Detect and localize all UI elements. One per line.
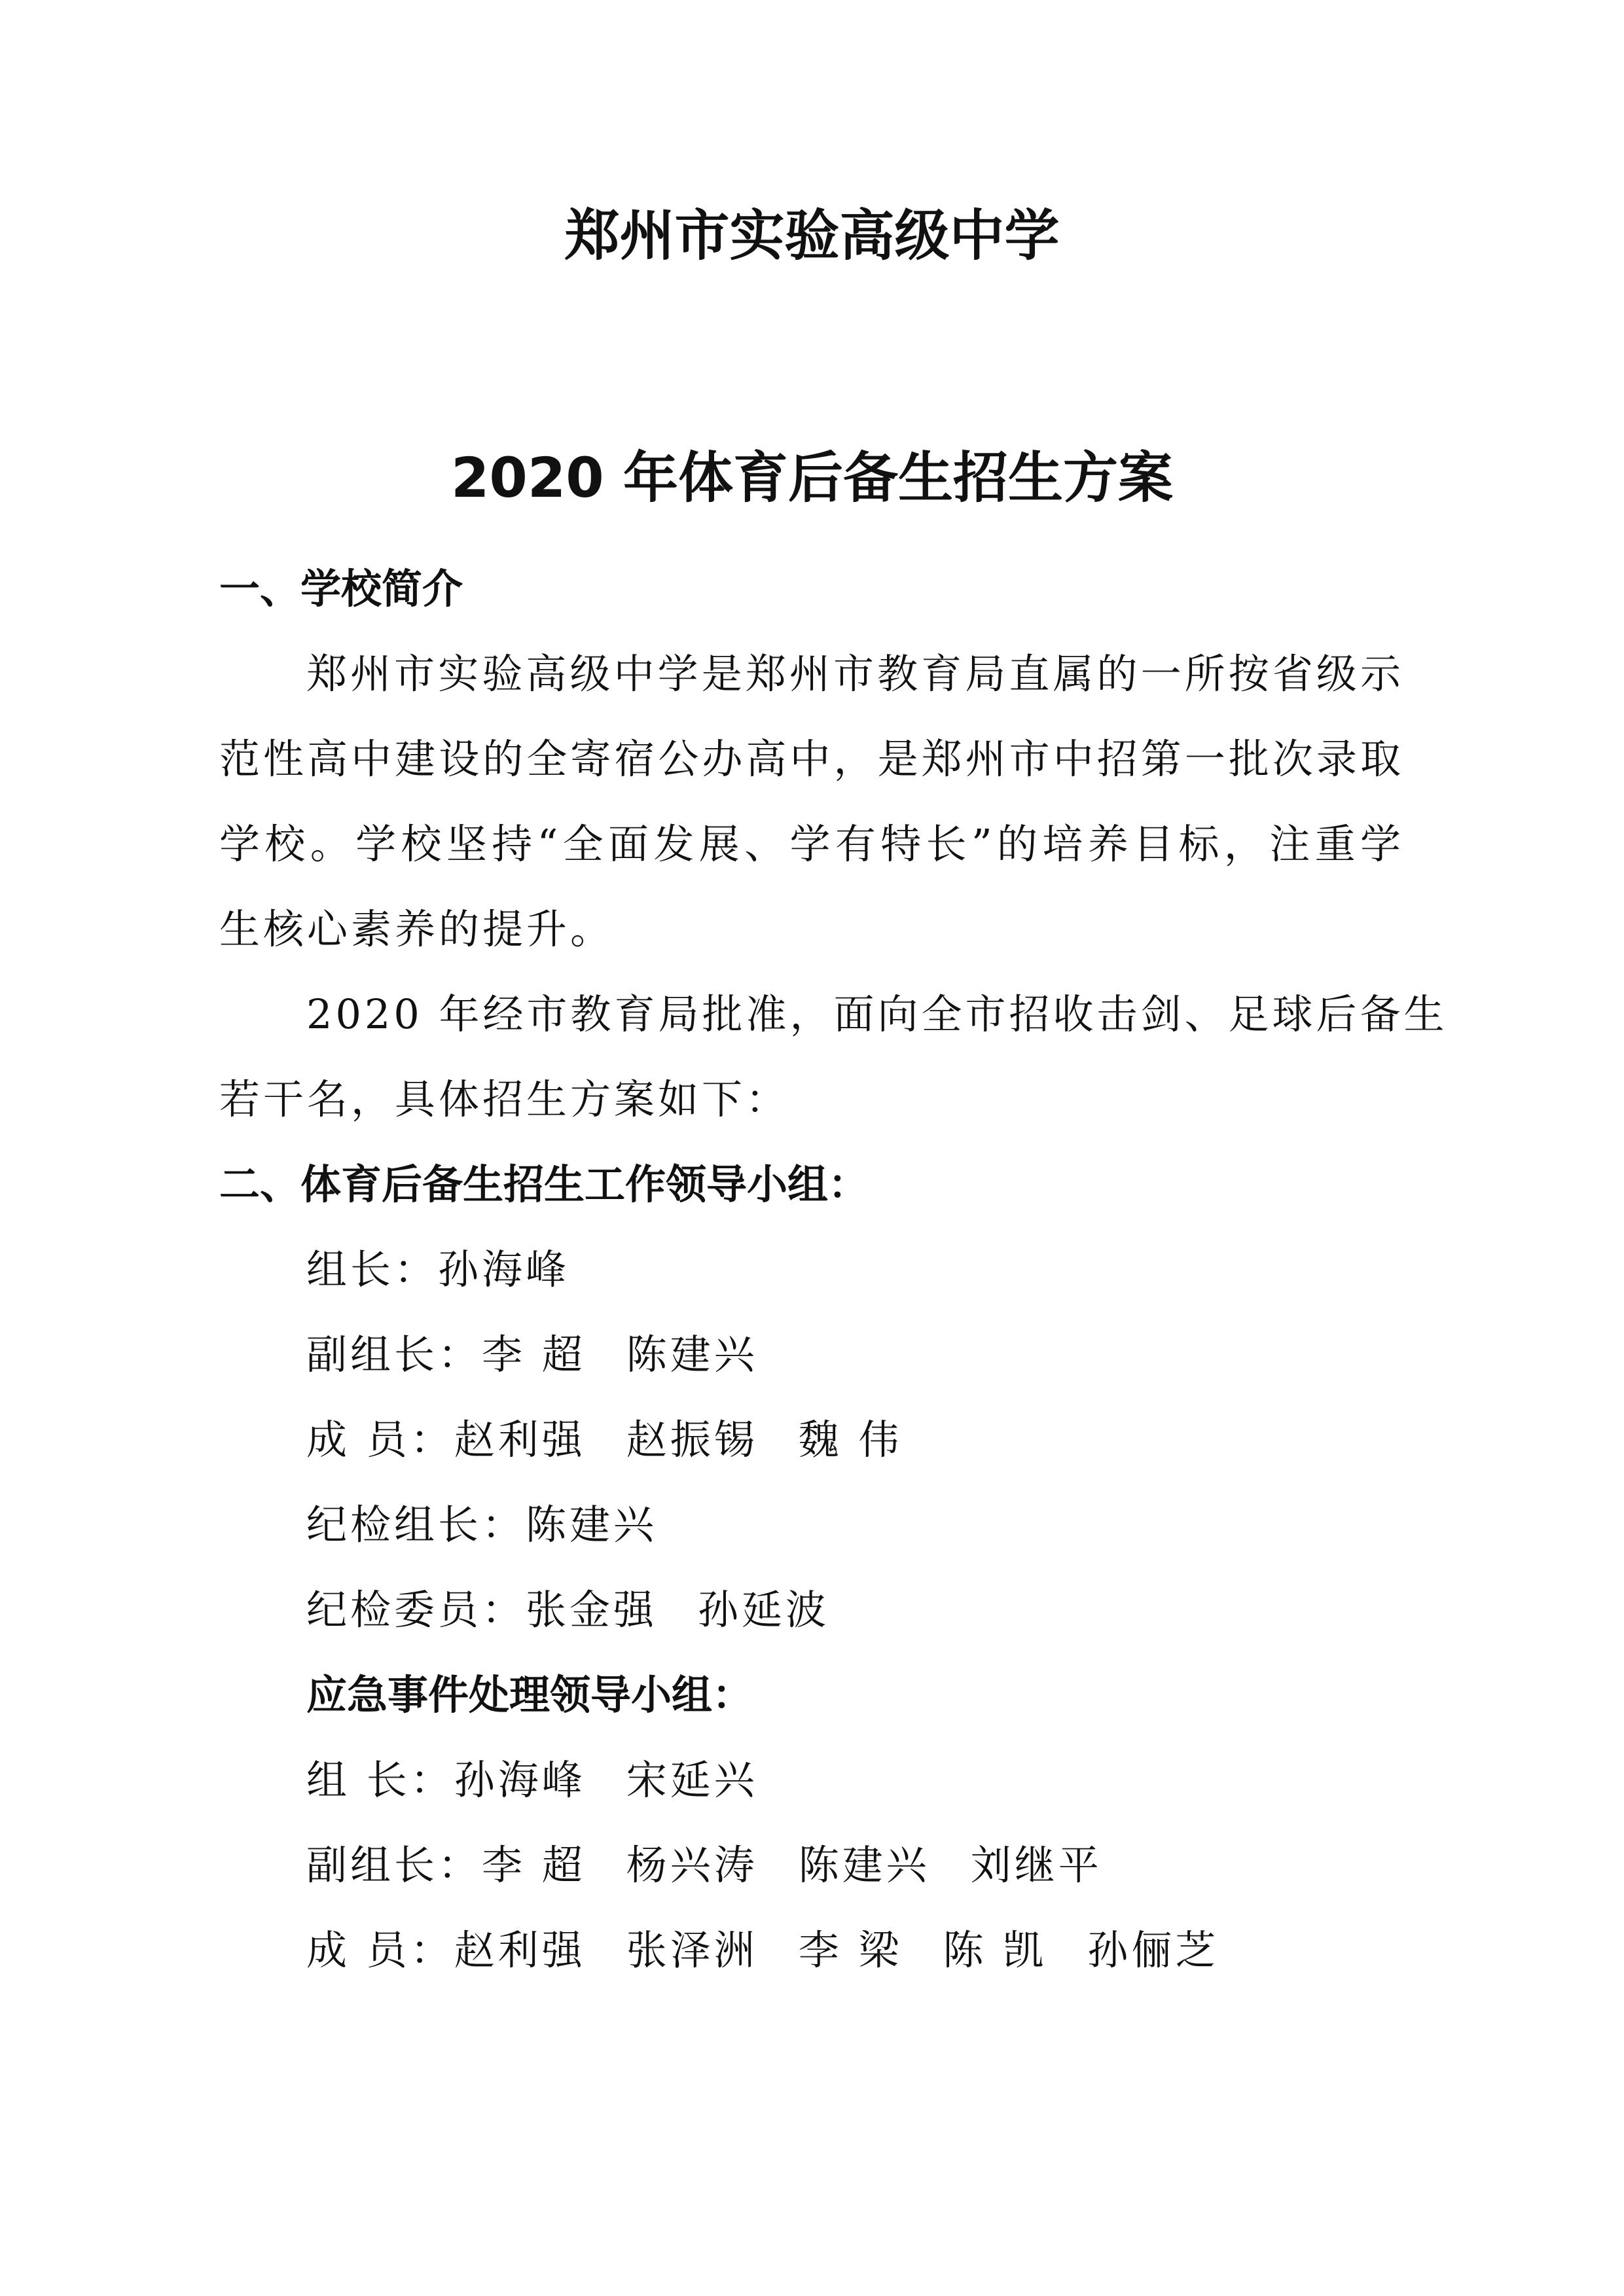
person-name: 杨兴涛	[626, 1841, 758, 1889]
role-label: 纪检委员：	[306, 1586, 526, 1634]
person-name: 陈建兴	[798, 1841, 930, 1889]
person-name: 魏 伟	[798, 1416, 903, 1463]
person-name: 赵利强	[454, 1416, 586, 1463]
person-name: 张金强	[526, 1586, 658, 1634]
emergency-group-heading: 应急事件处理领导小组：	[306, 1671, 753, 1719]
intro-paragraph-line-1: 郑州市实验高级中学是郑州市教育局直属的一所按省级示	[306, 650, 1404, 698]
person-name: 孙俪芝	[1087, 1926, 1219, 1974]
emergency-leader-line	[306, 1751, 758, 1810]
title-line-1: 郑州市实验高级中学	[564, 204, 1060, 268]
person-name: 孙海峰	[438, 1246, 570, 1293]
person-name: 宋延兴	[626, 1756, 758, 1804]
discipline-members-line	[306, 1581, 829, 1640]
intro-paragraph-line-3: 学校。学校坚持“全面发展、学有特长”的培养目标，注重学	[219, 820, 1404, 868]
approval-paragraph-line-2: 若干名，具体招生方案如下：	[219, 1075, 790, 1123]
intro-paragraph-line-2: 范性高中建设的全寄宿公办高中，是郑州市中招第一批次录取	[219, 735, 1404, 783]
person-name: 赵利强	[454, 1926, 586, 1974]
discipline-leader-line	[306, 1496, 657, 1554]
person-name: 赵振锡	[626, 1416, 758, 1463]
approval-paragraph-line-1: 2020 年经市教育局批准，面向全市招收击剑、足球后备生	[306, 990, 1448, 1038]
person-name: 刘继平	[970, 1841, 1102, 1889]
person-name: 陈建兴	[526, 1501, 658, 1549]
group-deputy-line	[306, 1325, 758, 1384]
person-name: 李 梁	[798, 1926, 903, 1974]
person-name: 张泽洲	[626, 1926, 758, 1974]
person-name: 李 超	[482, 1331, 586, 1378]
section-1-heading: 一、学校简介	[219, 565, 463, 613]
emergency-deputy-line	[306, 1836, 1102, 1895]
person-name: 陈 凯	[943, 1926, 1047, 1974]
intro-paragraph-line-4: 生核心素养的提升。	[219, 905, 615, 953]
role-label: 副组长：	[306, 1331, 482, 1378]
role-label: 组 长：	[306, 1756, 454, 1804]
role-label: 成 员：	[306, 1926, 454, 1974]
role-label: 组长：	[306, 1246, 439, 1293]
person-name: 李 超	[482, 1841, 586, 1889]
group-members-line	[306, 1410, 902, 1469]
section-2-heading: 二、体育后备生招生工作领导小组：	[219, 1160, 869, 1208]
person-name: 孙海峰	[454, 1756, 586, 1804]
role-label: 副组长：	[306, 1841, 482, 1889]
person-name: 陈建兴	[626, 1331, 758, 1378]
role-label: 成 员：	[306, 1416, 454, 1463]
group-leader-line	[306, 1240, 569, 1299]
title-line-2: 2020 年体育后备生招生方案	[450, 446, 1174, 510]
emergency-members-line	[306, 1921, 1219, 1980]
person-name: 孙延波	[698, 1586, 830, 1634]
role-label: 纪检组长：	[306, 1501, 526, 1549]
